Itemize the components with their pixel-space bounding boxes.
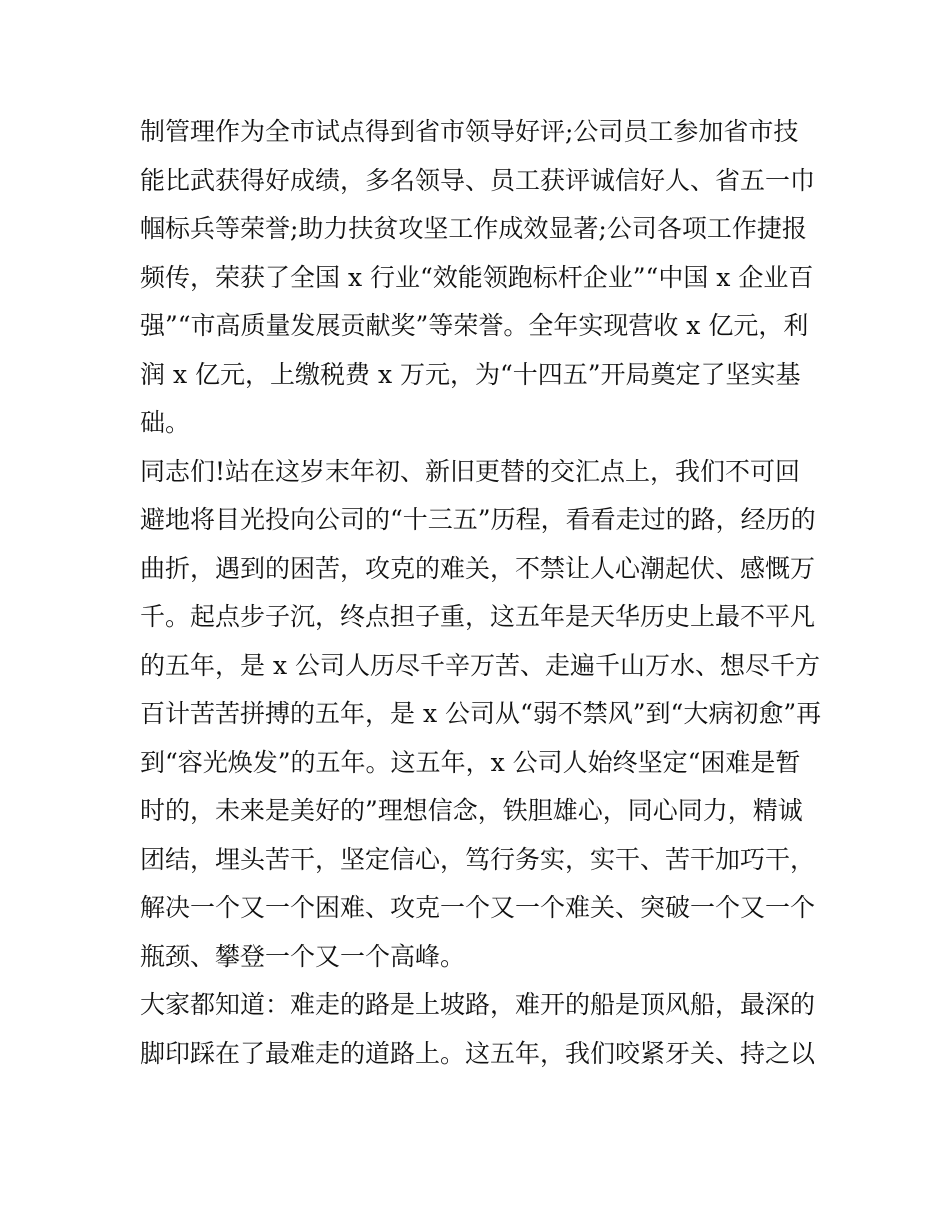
text-line: 到“容光焕发”的五年。这五年，x 公司人始终坚定“困难是暂 <box>140 747 801 777</box>
text-line: 的五年，是 x 公司人历尽千辛万苦、走遍千山万水、想尽千方 <box>140 650 820 680</box>
text-line: 帼标兵等荣誉;助力扶贫攻坚工作成效显著;公司各项工作捷报 <box>140 214 807 243</box>
paragraph-3 <box>140 981 830 1078</box>
text-line: 强”“市高质量发展贡献奖”等荣誉。全年实现营收 x 亿元，利 <box>140 311 809 340</box>
text-line: 润 x 亿元，上缴税费 x 万元，为“十四五”开局奠定了坚实基 <box>140 359 801 389</box>
text-line: 时的，未来是美好的”理想信念，铁胆雄心，同心同力，精诚 <box>140 796 803 825</box>
text-line: 千。起点步子沉，终点担子重，这五年是天华历史上最不平凡 <box>140 602 816 631</box>
text-line: 百计苦苦拼搏的五年，是 x 公司从“弱不禁风”到“大病初愈”再 <box>140 699 822 728</box>
text-line: 曲折，遇到的困苦，攻克的难关，不禁让人心潮起伏、感慨万 <box>140 553 816 583</box>
text-line: 制管理作为全市试点得到省市领导好评;公司员工参加省市技 <box>140 117 799 146</box>
text-line: 频传，荣获了全国 x 行业“效能领跑标杆企业”“中国 x 企业百 <box>140 262 814 292</box>
text-line: 解决一个又一个困难、攻克一个又一个难关、突破一个又一个 <box>140 893 816 922</box>
text-line: 团结，埋头苦干，坚定信心，笃行务实，实干、苦干加巧干， <box>140 844 816 874</box>
text-line: 瓶颈、攀登一个又一个高峰。 <box>140 941 466 971</box>
text-line: 避地将目光投向公司的“十三五”历程，看看走过的路，经历的 <box>140 505 816 534</box>
body-text <box>140 108 830 1078</box>
text-line: 能比武获得好成绩，多名领导、员工获评诚信好人、省五一巾 <box>140 165 816 195</box>
text-line: 脚印踩在了最难走的道路上。这五年，我们咬紧牙关、持之以 <box>140 1038 816 1068</box>
text-line: 础。 <box>140 408 191 437</box>
text-line: 同志们!站在这岁末年初、新旧更替的交汇点上，我们不可回 <box>140 456 801 486</box>
paragraph-1 <box>140 108 830 448</box>
paragraph-2 <box>140 448 830 982</box>
text-line: 大家都知道：难走的路是上坡路，难开的船是顶风船，最深的 <box>140 990 816 1019</box>
